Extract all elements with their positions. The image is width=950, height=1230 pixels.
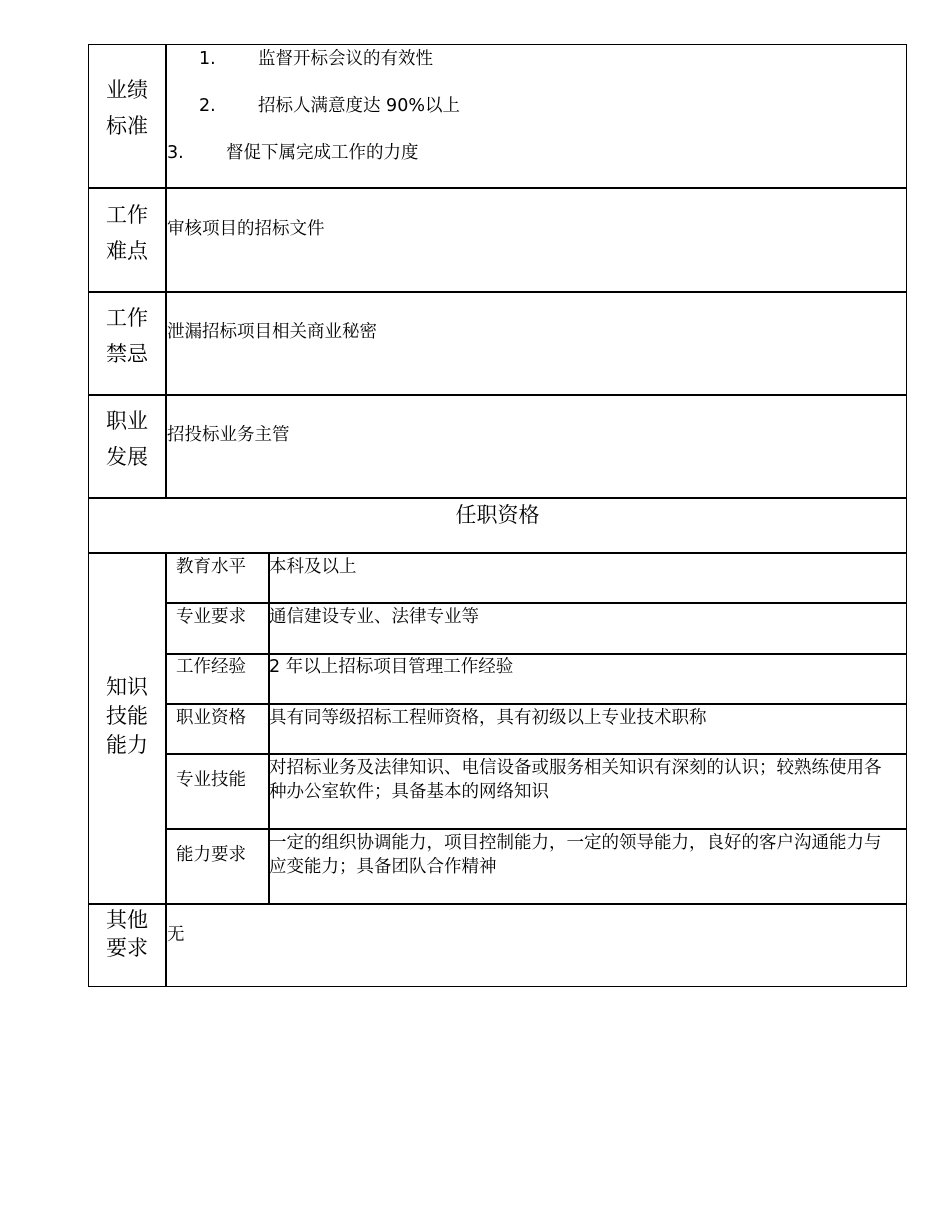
other-label-line1: 其他 <box>106 908 148 932</box>
knowledge-row-label: 专业技能 <box>176 770 246 790</box>
knowledge-row-divider <box>166 828 907 830</box>
knowledge-label-line2: 技能 <box>106 704 148 728</box>
knowledge-row-divider <box>166 753 907 755</box>
row-divider <box>88 903 907 905</box>
knowledge-row-label: 工作经验 <box>176 657 246 677</box>
row-divider <box>88 291 907 293</box>
knowledge-row-value: 具有同等级招标工程师资格，具有初级以上专业技术职称 <box>269 708 707 728</box>
knowledge-row-value: 本科及以上 <box>269 557 357 577</box>
other-label-line2: 要求 <box>106 936 148 960</box>
other-text: 无 <box>167 925 185 945</box>
difficulty-text: 审核项目的招标文件 <box>167 219 325 239</box>
taboo-text: 泄漏招标项目相关商业秘密 <box>167 322 377 342</box>
career-label <box>88 403 166 483</box>
knowledge-row-value: 2 年以上招标项目管理工作经验 <box>269 657 514 677</box>
knowledge-row-label: 专业要求 <box>176 607 246 627</box>
knowledge-row-label: 能力要求 <box>176 845 246 865</box>
row-divider <box>88 552 907 554</box>
taboo-label <box>88 300 166 380</box>
knowledge-row-value: 通信建设专业、法律专业等 <box>269 607 479 627</box>
performance-item-text: 监督开标会议的有效性 <box>258 49 433 69</box>
performance-item-number: 1. <box>199 49 216 69</box>
row-divider <box>88 187 907 189</box>
career-label-line2: 发展 <box>106 445 148 469</box>
knowledge-row-label: 教育水平 <box>176 557 246 577</box>
performance-item-number: 2. <box>199 96 216 116</box>
knowledge-label-line1: 知识 <box>106 675 148 699</box>
difficulty-label-line1: 工作 <box>106 203 148 227</box>
difficulty-label-line2: 难点 <box>106 239 148 263</box>
performance-item-text: 督促下属完成工作的力度 <box>226 143 419 163</box>
career-label-line1: 职业 <box>106 409 148 433</box>
performance-label-line1: 业绩 <box>106 78 148 102</box>
knowledge-row-value: 一定的组织协调能力，项目控制能力，一定的领导能力，良好的客户沟通能力与应变能力；具备团队合作精神 <box>269 833 882 877</box>
performance-label <box>88 72 166 152</box>
career-text: 招投标业务主管 <box>167 425 290 445</box>
knowledge-label-line3: 能力 <box>106 733 148 757</box>
other-label <box>88 906 166 966</box>
knowledge-label <box>88 673 166 763</box>
taboo-label-line1: 工作 <box>106 306 148 330</box>
knowledge-row-value: 对招标业务及法律知识、电信设备或服务相关知识有深刻的认识；较熟练使用各种办公室软件；具备基本的网络知识 <box>269 758 882 802</box>
performance-label-line2: 标准 <box>106 114 148 138</box>
knowledge-row-divider <box>166 602 907 604</box>
performance-item-text: 招标人满意度达 90%以上 <box>258 96 460 116</box>
taboo-label-line2: 禁忌 <box>106 342 148 366</box>
row-divider <box>88 394 907 396</box>
knowledge-row-divider <box>166 703 907 705</box>
performance-item-number: 3. <box>167 143 184 163</box>
knowledge-row-label: 职业资格 <box>176 708 246 728</box>
difficulty-label <box>88 197 166 277</box>
qualification-title: 任职资格 <box>455 503 540 527</box>
